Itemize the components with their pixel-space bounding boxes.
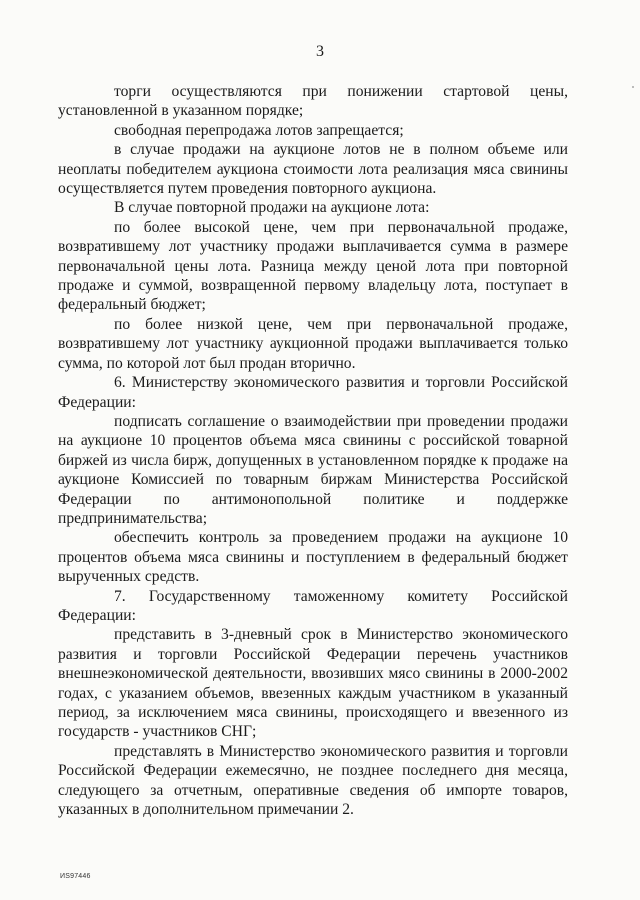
paragraph-sign-agreement: подписать соглашение о взаимодействии при проведении продажи на аукционе 10 процентов объема мяса свинины с российской товарной биржей из числа бирж, допущенных в установленном порядке к продаже на аукционе Комиссией по товарным биржам Министерства Российской Федерации по антимонопольной политике и поддержке предпринимательства; xyxy=(58,412,568,527)
paragraph-section-7-heading: 7. Государственному таможенному комитету Российской Федерации: xyxy=(58,587,568,624)
document-footer-code: ИS97446 xyxy=(60,873,91,880)
document-body xyxy=(58,82,568,819)
paragraph-resale-prohibited: свободная перепродажа лотов запрещается; xyxy=(114,121,404,139)
paragraph-section-6-heading: 6. Министерству экономического развития и торговли Российской Федерации: xyxy=(58,374,568,411)
paragraph-ensure-control: обеспечить контроль за проведением продажи на аукционе 10 процентов объема мяса свинины и поступлением в федеральный бюджет вырученных средств. xyxy=(58,529,568,586)
paragraph-repeat-sale-intro: В случае повторной продажи на аукционе лота: xyxy=(114,199,430,217)
paragraph-auction-price-reduction: торги осуществляются при понижении стартовой цены, установленной в указанном порядке; xyxy=(58,83,568,120)
paragraph-lower-price: по более низкой цене, чем при первоначальной продаже, возвратившему лот участнику аукционной продажи выплачивается только сумма, по которой лот был продан вторично. xyxy=(58,315,568,372)
paragraph-higher-price: по более высокой цене, чем при первоначальной продаже, возвратившему лот участнику продажи выплачивается сумма в размере первоначальной цены лота. Разница между ценой лота при повторной продаже и суммой, возвращенной первому владельцу лота, поступает в федеральный бюджет; xyxy=(58,218,568,314)
paragraph-submit-participants-list: представить в 3-дневный срок в Министерство экономического развития и торговли Российской Федерации перечень участников внешнеэкономической деятельности, ввозивших мясо свинины в 2000-2002 годах, с указанием объемов, ввезенных каждым участником в указанный период, за исключением мяса свинины, происходящего и ввезенного из государств - участников СНГ; xyxy=(58,626,568,741)
paragraph-monthly-import-reports: представлять в Министерство экономического развития и торговли Российской Федерации ежемесячно, не позднее последнего дня месяца, следующего за отчетным, оперативные сведения об импорте товаров, указанных в дополнительном примечании 2. xyxy=(58,742,568,819)
paragraph-repeat-auction: в случае продажи на аукционе лотов не в полном объеме или неоплаты победителем аукциона стоимости лота реализация мяса свинины осуществляется путем проведения повторного аукциона. xyxy=(58,141,568,198)
scan-edge-mark xyxy=(632,86,634,88)
page-number: 3 xyxy=(316,43,324,60)
